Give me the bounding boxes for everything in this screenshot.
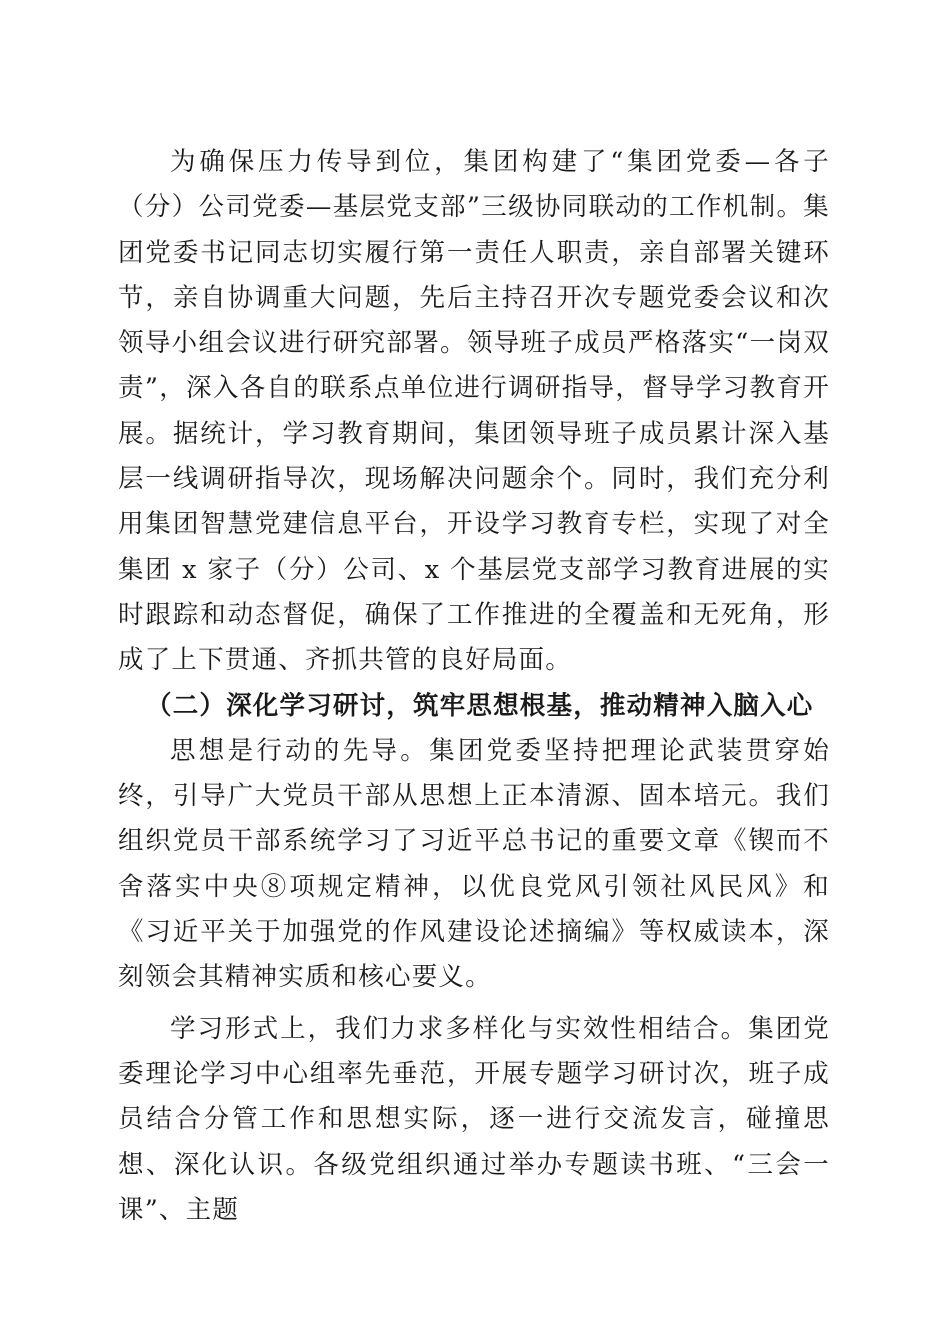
paragraph-theory-study: 思想是行动的先导。集团党委坚持把理论武装贯穿始终，引导广大党员干部从思想上正本清源、固本培元。我们组织党员干部系统学习了习近平总书记的重要文章《锲而不舍落实中央⑧项规定精神，以优良党风引领社风民风》和《习近平关于加强党的作风建设论述摘编》等权威读本，深刻领会其精神实质和核心要义。: [118, 735, 830, 993]
section-heading-2: （二）深化学习研讨，筑牢思想根基，推动精神入脑入心: [146, 690, 814, 721]
paragraph-study-forms: 学习形式上，我们力求多样化与实效性相结合。集团党委理论学习中心组率先垂范，开展专题学习研讨次，班子成员结合分管工作和思想实际，逐一进行交流发言，碰撞思想、深化认识。各级党组织通过举办专题读书班、“三会一课”、主题: [118, 1013, 830, 1225]
paragraph-pressure-transmission: 为确保压力传导到位，集团构建了“集团党委—各子（分）公司党委—基层党支部”三级协同联动的工作机制。集团党委书记同志切实履行第一责任人职责，亲自部署关键环节，亲自协调重大问题，先后主持召开次专题党委会议和次领导小组会议进行研究部署。领导班子成员严格落实“一岗双责”，深入各自的联系点单位进行调研指导，督导学习教育开展。据统计，学习教育期间，集团领导班子成员累计深入基层一线调研指导次，现场解决问题余个。同时，我们充分利用集团智慧党建信息平台，开设学习教育专栏，实现了对全集团 x 家子（分）公司、x 个基层党支部学习教育进展的实时跟踪和动态督促，确保了工作推进的全覆盖和无死角，形成了上下贯通、齐抓共管的良好局面。: [118, 147, 830, 676]
document-body: [118, 140, 830, 1233]
